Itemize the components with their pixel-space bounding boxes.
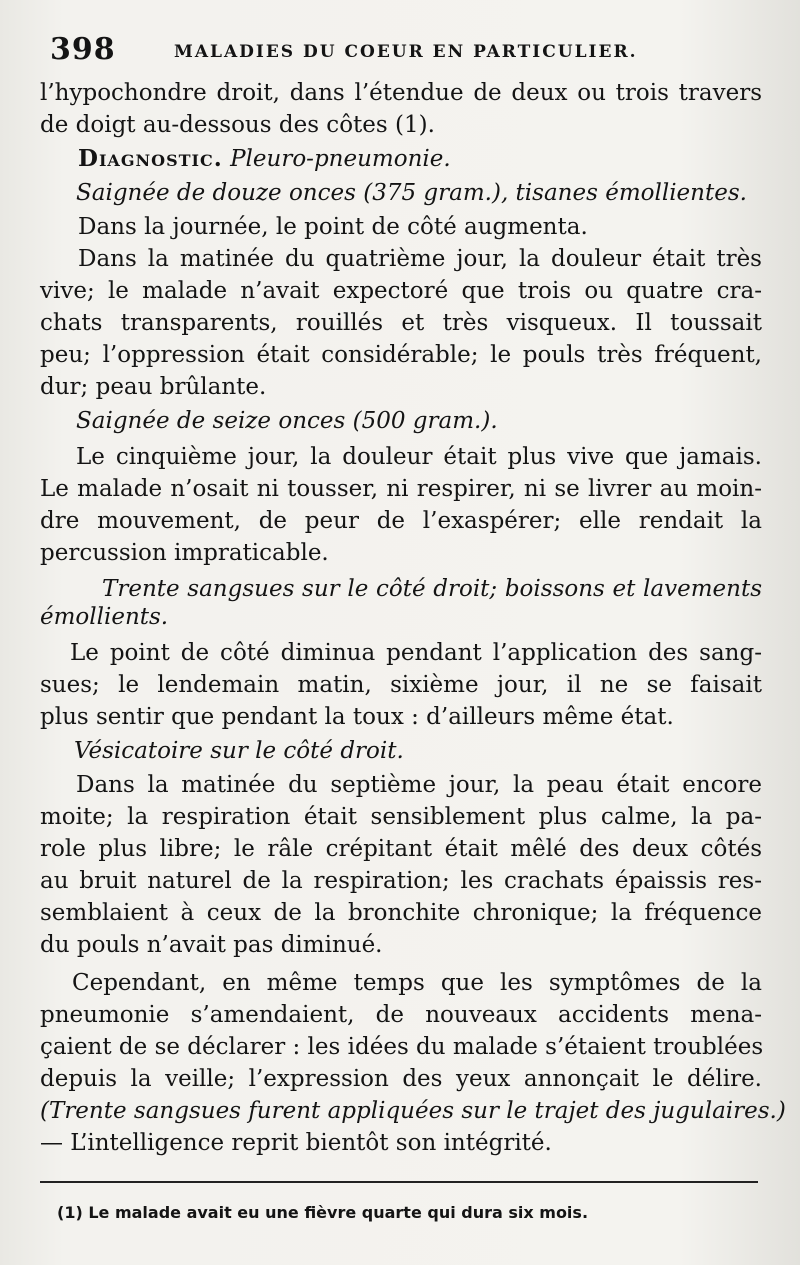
- page-number: 398: [50, 32, 116, 67]
- text-line: depuis la veille; l’expression des yeux annonçait le délire.: [40, 1066, 762, 1092]
- footnote-rule: [40, 1181, 758, 1183]
- treatment-line: Vésicatoire sur le côté droit.: [74, 738, 404, 764]
- footnote: (1) Le malade avait eu une fièvre quarte qui dura six mois.: [57, 1203, 589, 1222]
- diagnostic-line: [78, 144, 762, 174]
- treatment-line: (Trente sangsues furent appliquées sur le trajet des jugulaires.): [40, 1098, 786, 1124]
- text-line: au bruit naturel de la respiration; les crachats épaissis res-: [40, 868, 762, 894]
- treatment-line: Saignée de douze onces (375 gram.), tisanes émollientes.: [76, 180, 747, 206]
- text-line: dre mouvement, de peur de l’exaspérer; elle rendait la: [40, 508, 762, 534]
- treatment-line: Saignée de seize onces (500 gram.).: [76, 408, 498, 434]
- running-title: MALADIES DU COEUR EN PARTICULIER.: [174, 42, 638, 62]
- text-line: sues; le lendemain matin, sixième jour, il ne se faisait: [40, 672, 762, 698]
- text-line: role plus libre; le râle crépitant était mêlé des deux côtés: [40, 836, 762, 862]
- page-header: [50, 32, 770, 68]
- text-line: Dans la matinée du quatrième jour, la douleur était très: [78, 246, 762, 272]
- text-line: percussion impraticable.: [40, 540, 329, 566]
- text-line: l’hypochondre droit, dans l’étendue de deux ou trois travers: [40, 80, 762, 106]
- text-line: chats transparents, rouillés et très visqueux. Il toussait: [40, 310, 762, 336]
- text-line: Cependant, en même temps que les symptômes de la: [72, 970, 762, 996]
- text-line: Le malade n’osait ni tousser, ni respirer, ni se livrer au moin-: [40, 476, 762, 502]
- text-line: moite; la respiration était sensiblement plus calme, la pa-: [40, 804, 762, 830]
- treatment-line: Trente sangsues sur le côté droit; boissons et lavements: [102, 576, 762, 602]
- text-line: Dans la matinée du septième jour, la peau était encore: [76, 772, 762, 798]
- text-line: plus sentir que pendant la toux : d’ailleurs même état.: [40, 704, 674, 730]
- text-line: vive; le malade n’avait expectoré que trois ou quatre cra-: [40, 278, 762, 304]
- text-line: — L’intelligence reprit bientôt son intégrité.: [40, 1130, 552, 1156]
- text-line: pneumonie s’amendaient, de nouveaux accidents mena-: [40, 1002, 762, 1028]
- diagnostic-label: Diagnostic.: [78, 145, 223, 172]
- treatment-line: émollients.: [40, 604, 169, 630]
- text-line: peu; l’oppression était considérable; le pouls très fréquent,: [40, 342, 762, 368]
- diagnostic-value: Pleuro-pneumonie.: [230, 146, 451, 172]
- text-line: de doigt au-dessous des côtes (1).: [40, 112, 435, 138]
- text-line: du pouls n’avait pas diminué.: [40, 932, 383, 958]
- text-line: semblaient à ceux de la bronchite chronique; la fréquence: [40, 900, 762, 926]
- text-line: dur; peau brûlante.: [40, 374, 267, 400]
- text-line: çaient de se déclarer : les idées du malade s’étaient troublées: [40, 1034, 764, 1060]
- text-line: Dans la journée, le point de côté augmenta.: [78, 214, 588, 240]
- text-line: Le cinquième jour, la douleur était plus vive que jamais.: [76, 444, 762, 470]
- text-line: Le point de côté diminua pendant l’application des sang-: [70, 640, 762, 666]
